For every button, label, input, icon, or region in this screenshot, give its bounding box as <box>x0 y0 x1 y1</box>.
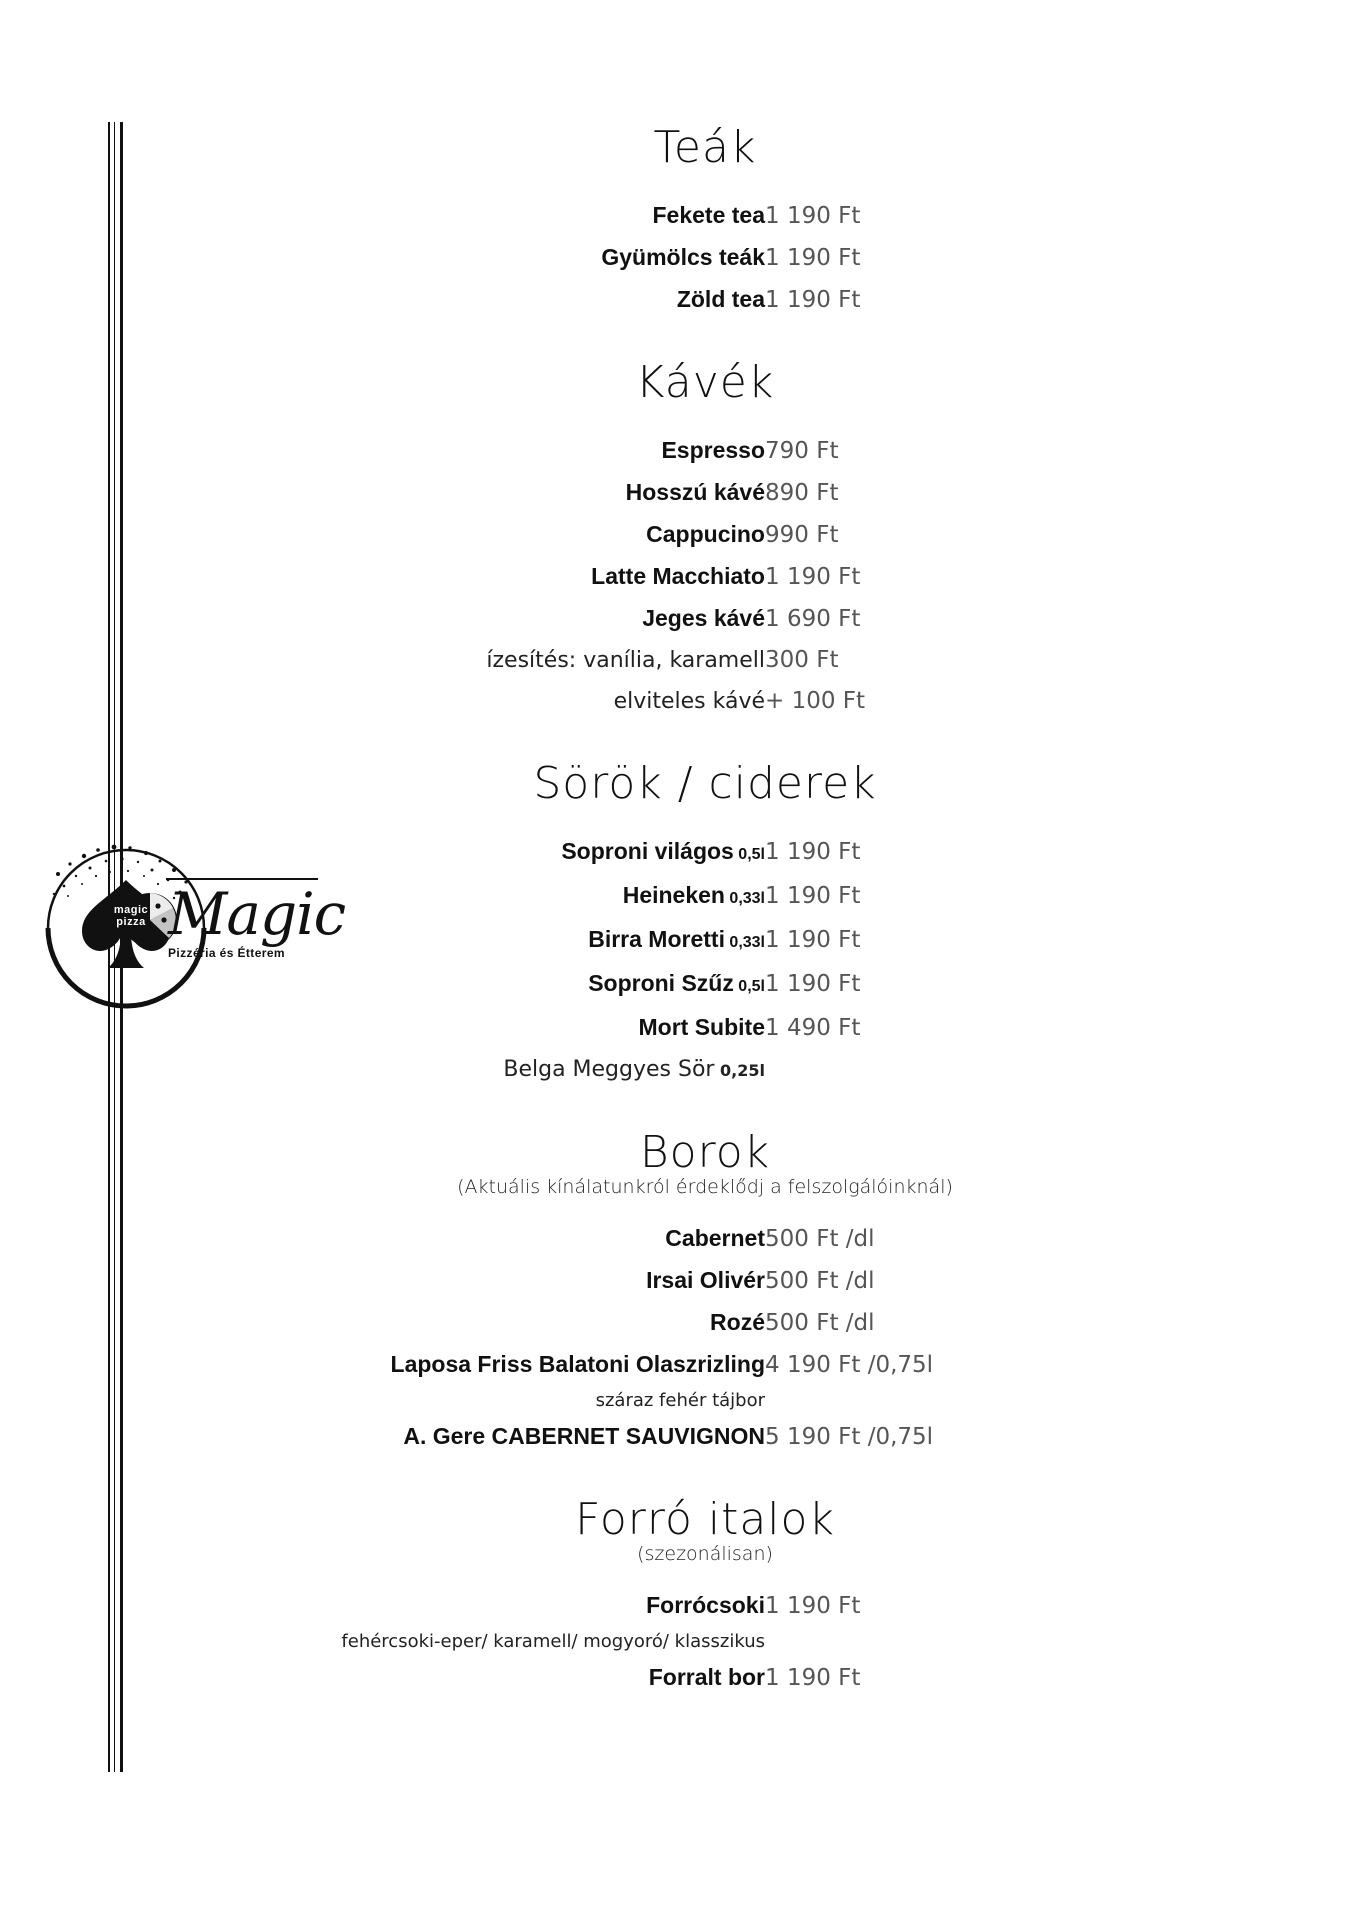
menu-item-row <box>190 1260 1250 1302</box>
menu-item-price: 1 190 Ft <box>765 564 861 590</box>
menu-item-price: 1 190 Ft <box>765 883 861 909</box>
menu-section-forro-italok <box>190 1468 1250 1699</box>
spacer-row <box>190 416 1250 430</box>
menu-item-price: 1 690 Ft <box>765 606 861 632</box>
menu-item-name <box>190 514 765 556</box>
menu-item-price: 500 Ft /dl <box>765 1310 875 1336</box>
menu-item-volume: 0,33l <box>724 890 765 907</box>
menu-item-name <box>190 831 765 875</box>
menu-item-name <box>190 1049 765 1091</box>
menu-item-price: 1 190 Ft <box>765 1665 861 1691</box>
menu-item-name-text: A. Gere CABERNET SAUVIGNON <box>403 1423 765 1449</box>
menu-item-name <box>190 875 765 919</box>
logo-badge-line1: magic <box>113 904 149 916</box>
section-title: Sörök / ciderek <box>533 758 877 809</box>
spacer-row <box>190 1571 1250 1585</box>
menu-item-price: 1 190 Ft <box>765 287 861 313</box>
menu-item-price: 1 190 Ft <box>765 839 861 865</box>
menu-item-row <box>190 195 1250 237</box>
logo-tagline: Pizzéria és Étterem <box>168 946 285 960</box>
menu-item-row <box>190 1386 1250 1416</box>
section-title: Teák <box>653 122 757 173</box>
menu-item-row <box>190 598 1250 640</box>
menu-item-row <box>190 279 1250 321</box>
menu-item-row <box>190 514 1250 556</box>
menu-item-name-text: Irsai Olivér <box>646 1267 765 1293</box>
menu-item-name <box>190 1386 765 1416</box>
menu-item-name-text: fehércsoki-eper/ karamell/ mogyoró/ klasszikus <box>341 1631 765 1652</box>
logo-badge-line2: pizza <box>116 916 146 928</box>
menu-item-name <box>190 1657 765 1699</box>
menu-section-teak <box>190 96 1250 321</box>
menu-item-name-text: ízesítés: vanília, karamell <box>486 648 765 673</box>
menu-item-name-text: Hosszú kávé <box>625 479 765 505</box>
menu-item-row <box>190 1627 1250 1657</box>
menu-item-name <box>190 919 765 963</box>
menu-item-name <box>190 963 765 1007</box>
menu-item-name <box>190 237 765 279</box>
section-note: (szezonálisan) <box>637 1543 773 1565</box>
menu-item-name <box>190 1627 765 1657</box>
menu-item-row <box>190 1657 1250 1699</box>
menu-section-kavek <box>190 331 1250 722</box>
menu-item-price: 500 Ft /dl <box>765 1268 875 1294</box>
menu-item-row <box>190 472 1250 514</box>
menu-item-price <box>765 1049 1250 1091</box>
menu-item-price: 1 190 Ft <box>765 203 861 229</box>
menu-item-row <box>190 681 1250 722</box>
menu-item-name-text: Laposa Friss Balatoni Olaszrizling <box>390 1351 765 1377</box>
menu-item-row <box>190 1344 1250 1386</box>
menu-item-name-text: Mort Subite <box>638 1014 765 1040</box>
menu-item-price: 1 190 Ft <box>765 245 861 271</box>
menu-item-volume: 0,5l <box>733 978 765 995</box>
menu-item-name <box>190 1218 765 1260</box>
menu-item-price: 5 190 Ft /0,75l <box>765 1424 934 1450</box>
menu-item-row <box>190 1218 1250 1260</box>
menu-item-row <box>190 875 1250 919</box>
menu-item-name-text: száraz fehér tájbor <box>595 1390 765 1411</box>
menu-item-row <box>190 640 1250 681</box>
menu-item-name <box>190 1302 765 1344</box>
menu-item-row <box>190 963 1250 1007</box>
menu-item-row <box>190 237 1250 279</box>
menu-item-price: + 100 Ft <box>765 688 866 714</box>
menu-item-name-text: Forralt bor <box>648 1664 765 1690</box>
menu-item-table <box>190 1571 1250 1699</box>
menu-item-row <box>190 1007 1250 1049</box>
section-note: (Aktuális kínálatunkról érdeklődj a felszolgálóinknál) <box>457 1176 953 1198</box>
section-title: Forró italok <box>575 1494 835 1545</box>
menu-item-row <box>190 1416 1250 1458</box>
menu-item-price: 890 Ft <box>765 480 839 506</box>
menu-item-price: 1 190 Ft <box>765 971 861 997</box>
menu-item-row <box>190 556 1250 598</box>
menu-item-volume: 0,25l <box>714 1061 765 1080</box>
menu-item-name-text: Fekete tea <box>652 202 765 228</box>
menu-item-price: 500 Ft /dl <box>765 1226 875 1252</box>
menu-item-name <box>190 598 765 640</box>
menu-item-name-text: Birra Moretti <box>588 926 725 952</box>
menu-item-name <box>190 556 765 598</box>
menu-item-price: 1 190 Ft <box>765 1593 861 1619</box>
menu-item-row <box>190 1049 1250 1091</box>
menu-item-name <box>190 1007 765 1049</box>
menu-item-name-text: Espresso <box>661 437 765 463</box>
menu-item-price: 990 Ft <box>765 522 839 548</box>
menu-item-name-text: Rozé <box>710 1309 765 1335</box>
menu-item-name-text: Forrócsoki <box>646 1592 765 1618</box>
section-title: Borok <box>639 1127 771 1178</box>
menu-item-name <box>190 1260 765 1302</box>
menu-item-name-text: Jeges kávé <box>642 605 765 631</box>
logo-badge-text <box>96 904 166 928</box>
menu-item-row <box>190 430 1250 472</box>
menu-item-name-text: Soproni Szűz <box>588 970 734 996</box>
menu-item-price <box>765 1627 1250 1657</box>
menu-section-borok <box>190 1101 1250 1458</box>
menu-section-sorok-ciderek <box>190 732 1250 1091</box>
menu-item-table <box>190 817 1250 1091</box>
menu-item-name-text: Zöld tea <box>676 286 765 312</box>
menu-item-price <box>765 1386 1250 1416</box>
menu-item-name <box>190 472 765 514</box>
menu-item-table <box>190 416 1250 722</box>
menu-item-row <box>190 831 1250 875</box>
menu-item-name <box>190 195 765 237</box>
menu-item-name <box>190 681 765 722</box>
menu-item-name <box>190 1344 765 1386</box>
menu-item-name-text: Belga Meggyes Sör <box>503 1057 715 1082</box>
spacer-row <box>190 817 1250 831</box>
menu-item-name-text: Heineken <box>622 882 725 908</box>
menu-item-row <box>190 919 1250 963</box>
menu-item-name-text: Latte Macchiato <box>591 563 765 589</box>
menu-item-table <box>190 181 1250 321</box>
menu-item-price: 4 190 Ft /0,75l <box>765 1352 934 1378</box>
menu-item-name <box>190 430 765 472</box>
spacer-row <box>190 1204 1250 1218</box>
menu-item-volume: 0,33l <box>724 934 765 951</box>
menu-content <box>190 96 1250 1709</box>
menu-item-price: 1 490 Ft <box>765 1015 861 1041</box>
menu-item-name-text: Cabernet <box>665 1225 765 1251</box>
menu-item-volume: 0,5l <box>733 846 765 863</box>
menu-item-name-text: Gyümölcs teák <box>601 244 765 270</box>
menu-item-price: 1 190 Ft <box>765 927 861 953</box>
menu-item-name-text: Cappucino <box>646 521 765 547</box>
menu-item-price: 790 Ft <box>765 438 839 464</box>
menu-item-name <box>190 1585 765 1627</box>
menu-item-name <box>190 279 765 321</box>
menu-item-table <box>190 1204 1250 1458</box>
menu-item-row <box>190 1302 1250 1344</box>
menu-item-name-text: elviteles kávé <box>613 689 765 714</box>
menu-item-row <box>190 1585 1250 1627</box>
spacer-row <box>190 181 1250 195</box>
section-title: Kávék <box>635 357 775 408</box>
menu-item-name <box>190 640 765 681</box>
menu-item-name-text: Soproni világos <box>561 838 734 864</box>
menu-item-name <box>190 1416 765 1458</box>
menu-item-price: 300 Ft <box>765 647 839 673</box>
logo-wordmark: Magic <box>168 880 346 948</box>
